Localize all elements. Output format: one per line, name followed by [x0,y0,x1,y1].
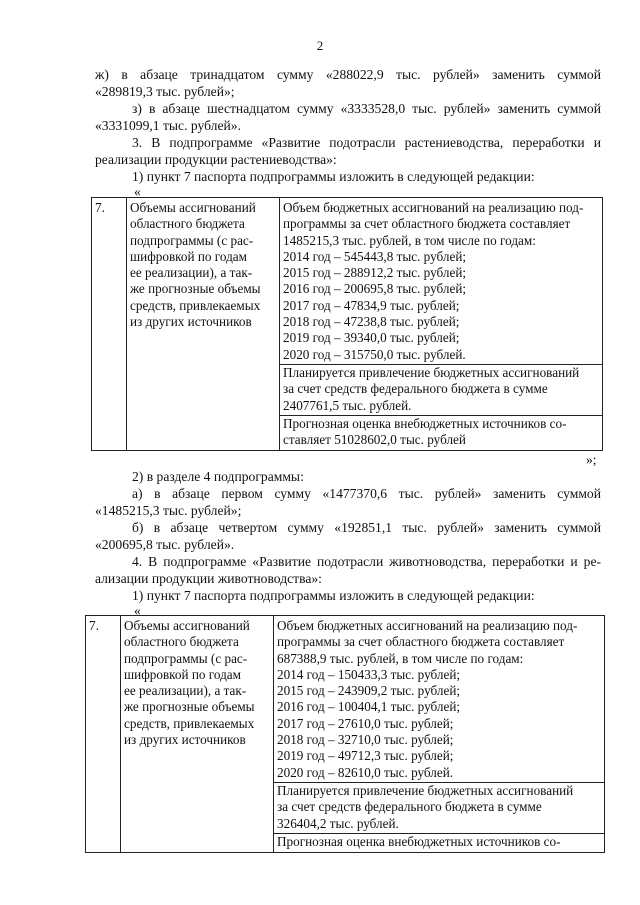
paragraph-4-line2: ализации продукции животноводства»: [95,571,322,586]
passport-table-crop [91,197,603,451]
label-line: же прогнозные объемы [124,699,255,715]
paragraph-4-line1: 4. В подпрограмме «Развитие подотрасли животноводства, переработки и ре- [132,554,601,569]
paragraph-3-line2: реализации продукции растениеводства»: [95,152,337,167]
label-line: подпрограммы (с рас- [124,650,248,666]
value-line: 2015 год – 243909,2 тыс. рублей; [277,683,461,699]
federal-line: за счет средств федерального бюджета в сумме [277,799,542,815]
paragraph-2-item: 2) в разделе 4 подпрограммы: [132,469,304,484]
paragraph-3-item1: 1) пункт 7 паспорта подпрограммы изложить в следующей редакции: [132,169,535,184]
label-line: средств, привлекаемых [130,297,261,313]
value-line: 2019 год – 49712,3 тыс. рублей; [277,748,454,764]
value-line: программы за счет областного бюджета составляет [277,634,565,650]
value-line: Объем бюджетных ассигнований на реализацию под- [283,200,584,215]
label-line: из других источников [130,314,252,330]
label-line: же прогнозные объемы [130,281,261,297]
item-label-cell [127,198,280,451]
paragraph-a-line2: «1485215,3 тыс. рублей»; [95,503,242,518]
open-quote-1: « [134,184,141,199]
value-line: 2017 год – 47834,9 тыс. рублей; [283,297,460,313]
label-line: из других источников [124,732,246,748]
value-line: 2015 год – 288912,2 тыс. рублей; [283,265,467,281]
federal-line: за счет средств федерального бюджета в сумме [283,381,548,397]
paragraph-zh-line1: ж) в абзаце тринадцатом сумму «288022,9 тыс. рублей» заменить суммой [95,67,601,82]
label-line: Объемы ассигнований [130,200,256,215]
label-line: Объемы ассигнований [124,618,250,633]
federal-line: 2407761,5 тыс. рублей. [283,397,412,413]
value-line: 2014 год – 150433,3 тыс. рублей; [277,666,461,682]
extra-line: ставляет 51028602,0 тыс. рублей [283,432,466,448]
passport-table-livestock [85,615,605,853]
item-value-cell [274,616,605,853]
value-line: 2014 год – 545443,8 тыс. рублей; [283,248,467,264]
value-line: 2017 год – 27610,0 тыс. рублей; [277,715,454,731]
extra-line: Прогнозная оценка внебюджетных источников со- [277,833,561,849]
label-line: областного бюджета [124,634,239,650]
value-line: 2018 год – 47238,8 тыс. рублей; [283,314,460,330]
page-number: 2 [316,38,324,53]
label-line: областного бюджета [130,216,245,232]
value-line: 2019 год – 39340,0 тыс. рублей; [283,330,460,346]
paragraph-a-line1: а) в абзаце первом сумму «1477370,6 тыс. рублей» заменить суммой [132,486,601,501]
paragraph-3-line1: 3. В подпрограмме «Развитие подотрасли растениеводства, переработки и [132,135,601,150]
item-value-cell [280,198,603,451]
item-label-cell [121,616,274,853]
open-quote-2: « [134,603,141,618]
close-quote-1: »; [586,452,597,467]
label-line: ее реализации), а так- [124,683,247,699]
federal-line: 326404,2 тыс. рублей. [277,815,399,831]
value-line: 2018 год – 32710,0 тыс. рублей; [277,732,454,748]
paragraph-b-line1: б) в абзаце четвертом сумму «192851,1 тыс. рублей» заменить суммой [132,520,601,535]
paragraph-z-line1: з) в абзаце шестнадцатом сумму «3333528,0 тыс. рублей» заменить суммой [132,101,601,116]
value-line: 687388,9 тыс. рублей, в том числе по годам: [277,650,524,666]
value-line: 2016 год – 100404,1 тыс. рублей; [277,699,461,715]
label-line: шифровкой по годам [124,666,242,682]
paragraph-zh-line2: «289819,3 тыс. рублей»; [95,84,235,99]
label-line: подпрограммы (с рас- [130,232,254,248]
paragraph-z-line2: «3331099,1 тыс. рублей». [95,118,241,133]
value-line: 2016 год – 200695,8 тыс. рублей; [283,281,467,297]
value-line: 2020 год – 315750,0 тыс. рублей. [283,346,466,362]
federal-line: Планируется привлечение бюджетных ассигнований [277,782,574,798]
table-row [86,616,605,853]
value-line: программы за счет областного бюджета составляет [283,216,571,232]
value-line: 2020 год – 82610,0 тыс. рублей. [277,764,454,780]
label-line: шифровкой по годам [130,248,248,264]
label-line: средств, привлекаемых [124,715,255,731]
paragraph-b-line2: «200695,8 тыс. рублей». [95,537,235,552]
value-line: 1485215,3 тыс. рублей, в том числе по годам: [283,232,536,248]
item-number: 7. [92,198,127,451]
table-row [92,198,603,451]
value-line: Объем бюджетных ассигнований на реализацию под- [277,618,578,633]
item-number: 7. [86,616,121,853]
label-line: ее реализации), а так- [130,265,253,281]
federal-line: Планируется привлечение бюджетных ассигнований [283,364,580,380]
extra-line: Прогнозная оценка внебюджетных источников со- [283,415,567,431]
paragraph-4-item1: 1) пункт 7 паспорта подпрограммы изложить в следующей редакции: [132,588,535,603]
